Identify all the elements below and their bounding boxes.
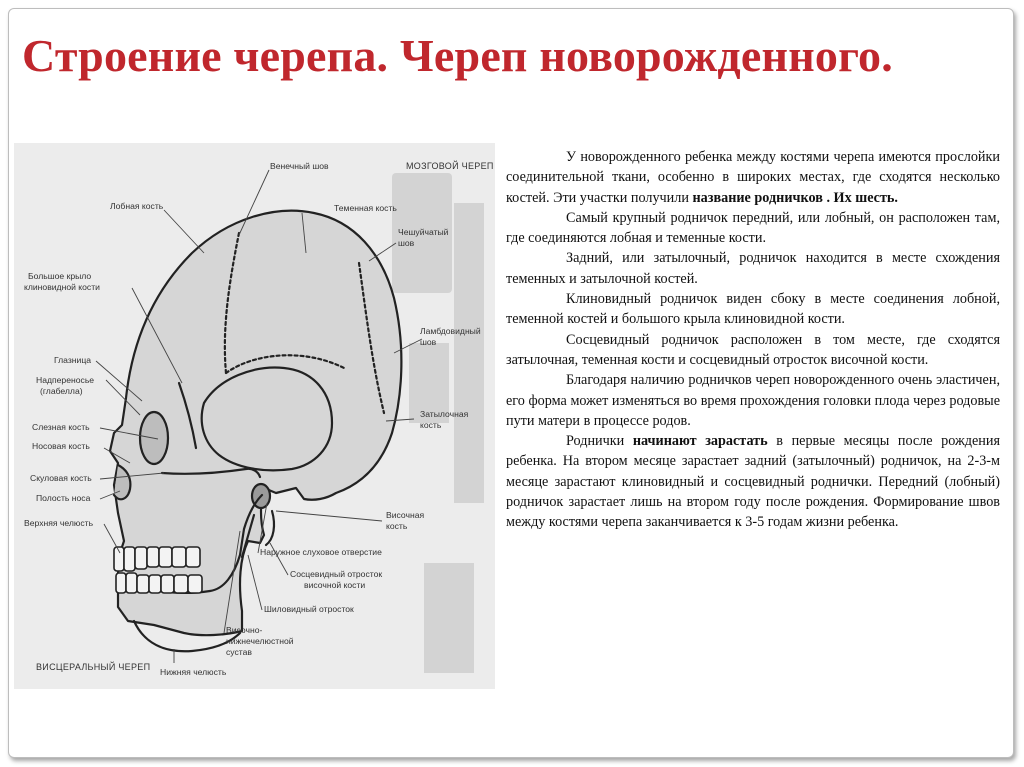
label-maxilla: Верхняя челюсть — [24, 518, 94, 528]
label-mastoid: Сосцевидный отросток — [290, 569, 383, 579]
paragraph-7 — [506, 431, 1000, 532]
label-glabella: Надпереносье — [36, 375, 95, 385]
label-frontal-bone: Лобная кость — [110, 201, 164, 211]
label-nasal: Носовая кость — [32, 441, 90, 451]
label-tmj: Височно- — [226, 625, 263, 635]
label-temporal: Височная — [386, 510, 425, 520]
paragraph-5: Сосцевидный родничок расположен в том месте, где сходятся затылочная, теменная кости и сосцевидный отросток височной кости. — [506, 331, 1000, 368]
label-squamous-suture-2: шов — [398, 238, 415, 248]
paragraph-7-start: Роднички — [566, 433, 625, 450]
paragraph-1 — [506, 147, 1000, 208]
label-sphenoid-wing-2: клиновидной кости — [24, 282, 100, 292]
paragraph-3: Задний, или затылочный, родничок находится в месте схождения теменных и затылочной костей. — [506, 250, 1000, 287]
paragraph-2: Самый крупный родничок передний, или лобный, он расположен там, где соединяются лобная и теменные кости. — [506, 209, 1000, 247]
label-lacrimal: Слезная кость — [32, 422, 90, 432]
label-squamous-suture: Чешуйчатый — [398, 227, 449, 237]
label-tmj-2: нижнечелюстной — [226, 636, 294, 646]
label-tmj-3: сустав — [226, 647, 252, 657]
paragraph-1-bold: название родничков . Их шесть. — [692, 189, 898, 206]
paragraph-7-bold: начинают зарастать — [632, 433, 768, 450]
lower-teeth — [116, 573, 202, 593]
body-text — [506, 147, 1000, 533]
label-occipital: Затылочная — [420, 409, 469, 419]
label-mastoid-2: височной кости — [304, 580, 366, 590]
label-zygomatic: Скуловая кость — [30, 473, 92, 483]
label-glabella-2: (глабелла) — [40, 386, 83, 396]
label-coronal-suture: Венечный шов — [270, 161, 329, 171]
label-lambdoid-2: шов — [420, 337, 437, 347]
paragraph-4: Клиновидный родничок виден сбоку в месте соединения лобной, теменной костей и большого крыла клиновидной кости. — [506, 291, 1000, 328]
label-styloid: Шиловидный отросток — [264, 604, 354, 614]
label-parietal-bone: Теменная кость — [334, 203, 397, 213]
label-ear-opening: Наружное слуховое отверстие — [260, 547, 382, 557]
label-lambdoid: Ламбдовидный — [420, 326, 481, 336]
skull-diagram — [14, 143, 495, 689]
upper-teeth — [114, 547, 200, 571]
label-occipital-2: кость — [420, 420, 442, 430]
label-temporal-2: кость — [386, 521, 408, 531]
label-sphenoid-wing: Большое крыло — [28, 271, 92, 281]
header-cranium: МОЗГОВОЙ ЧЕРЕП — [406, 161, 494, 171]
paragraph-6: Благодаря наличию родничков череп новорожденного очень эластичен, его форма может изменяться во время прохождения головки плода через родовые пути матери в процессе родов. — [506, 372, 1000, 429]
slide-title: Строение черепа. Череп новорожденного. — [22, 30, 893, 81]
header-viscerocranium: ВИСЦЕРАЛЬНЫЙ ЧЕРЕП — [36, 662, 151, 672]
paragraph-1-text: У новорожденного ребенка между костями черепа имеются прослойки соединительной ткани, особенно в широких местах, где сходятся несколько костей. Эти участки получили — [506, 149, 1000, 206]
label-nasal-cavity: Полость носа — [36, 493, 91, 503]
paragraph-7-end: в первые месяцы после рождения ребенка. На втором месяце зарастает задний (затылочный) родничок, на 2-3-м месяце зарастают клиновидный и сосцевидный роднички. Передний (лобный) родничок зарастает лишь на втором году после рождения. Формирование швов между костями черепа заканчивается к 3-5 годам жизни ребенка. — [506, 433, 1001, 531]
label-orbit: Глазница — [54, 355, 92, 365]
label-mandible: Нижняя челюсть — [160, 667, 227, 677]
